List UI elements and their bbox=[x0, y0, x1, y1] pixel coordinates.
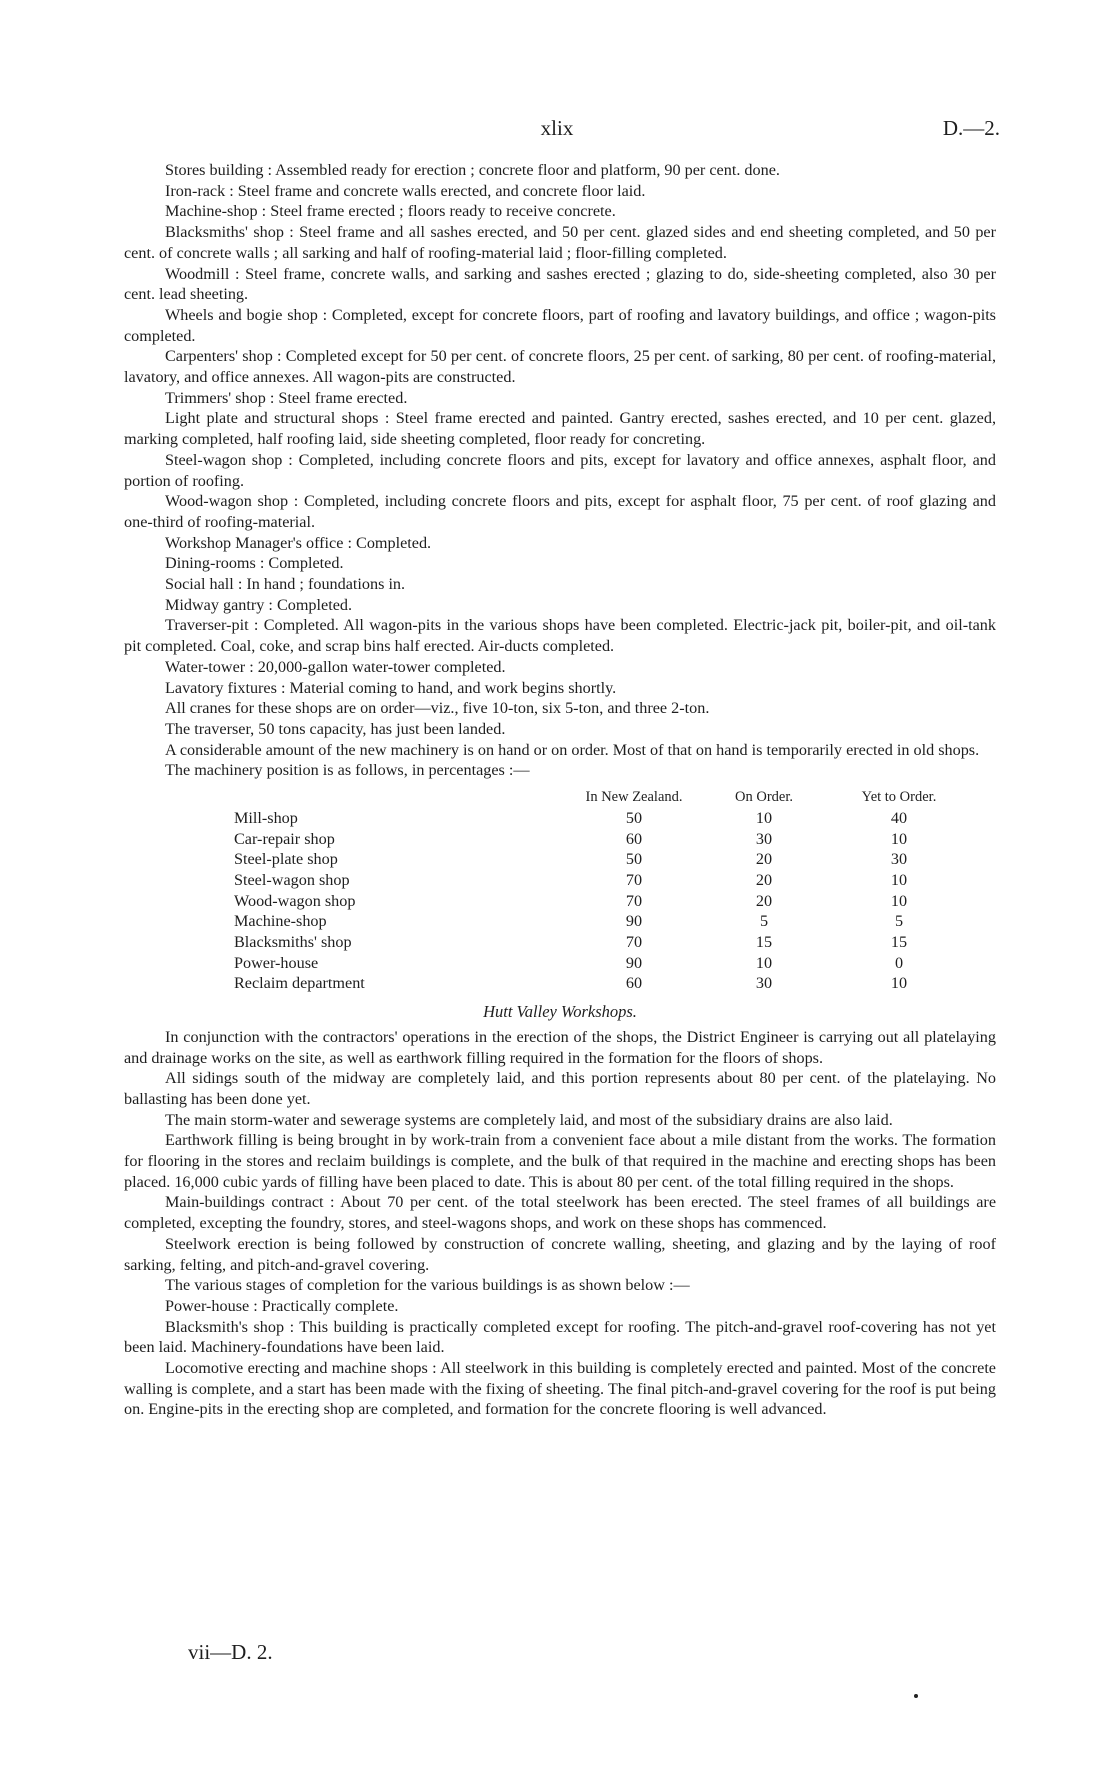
on-order-cell: 15 bbox=[755, 933, 773, 952]
paragraph: The machinery position is as follows, in percentages :— bbox=[165, 761, 530, 780]
paragraphs-top bbox=[124, 160, 996, 781]
shop-name-cell bbox=[234, 932, 564, 953]
yet-to-order-cell: 10 bbox=[890, 891, 908, 910]
shop-name-cell bbox=[234, 849, 564, 870]
shop-name: Blacksmiths' shop bbox=[234, 933, 352, 952]
yet-to-order-cell: 0 bbox=[894, 953, 904, 972]
shop-name: Mill-shop bbox=[234, 808, 298, 827]
paragraph: In conjunction with the contractors' operations in the erection of the shops, the District Engineer is carrying out all platelaying and drainage works on the site, as well as earthwork filling required in the formation for the floors of shops. bbox=[124, 1027, 996, 1067]
paragraph: Lavatory fixtures : Material coming to hand, and work begins shortly. bbox=[165, 678, 617, 697]
shop-name-cell bbox=[234, 953, 564, 974]
paragraph: Stores building : Assembled ready for erection ; concrete floor and platform, 90 per cent. done. bbox=[165, 161, 780, 179]
paragraph: Traverser-pit : Completed. All wagon-pits in the various shops have been completed. Electric-jack pit, boiler-pit, and oil-tank pit completed. Coal, coke, and scrap bins half erected. Air-ducts completed. bbox=[124, 616, 996, 656]
paragraph: Steelwork erection is being followed by construction of concrete walling, sheeting, and glazing and by the laying of roof sarking, felting, and pitch-and-gravel covering. bbox=[124, 1234, 996, 1274]
column-header-yet-to-order: Yet to Order. bbox=[861, 789, 937, 806]
in-new-zealand-cell: 70 bbox=[625, 870, 643, 889]
table-row bbox=[234, 849, 974, 870]
paragraph: Blacksmiths' shop : Steel frame and all sashes erected, and 50 per cent. glazed sides and end sheeting completed, and 50 per cent. of concrete walls ; all sarking and half of roofing-material laid ; floor-filling completed. bbox=[124, 223, 996, 262]
yet-to-order-cell: 40 bbox=[890, 808, 908, 827]
on-order-cell: 10 bbox=[755, 953, 773, 972]
yet-to-order-cell: 15 bbox=[890, 933, 908, 952]
column-header-in-new-zealand: In New Zealand. bbox=[585, 789, 683, 806]
page-footer-signature: vii—D. 2. bbox=[188, 1640, 273, 1664]
paragraph: The main storm-water and sewerage systems are completely laid, and most of the subsidiary drains are also laid. bbox=[165, 1110, 893, 1129]
paragraph: Light plate and structural shops : Steel frame erected and painted. Gantry erected, sashes erected, and 10 per cent. glazed, marking completed, half roofing laid, side sheeting completed, floor ready for concreting. bbox=[124, 409, 996, 449]
paragraph: Iron-rack : Steel frame and concrete walls erected, and concrete floor laid. bbox=[165, 181, 646, 200]
yet-to-order-cell: 5 bbox=[894, 912, 904, 931]
table-row bbox=[234, 829, 974, 850]
paragraph: Social hall : In hand ; foundations in. bbox=[165, 575, 406, 594]
table-header-blank bbox=[234, 787, 564, 808]
paragraph: Workshop Manager's office : Completed. bbox=[165, 533, 432, 552]
on-order-cell: 20 bbox=[755, 891, 773, 910]
in-new-zealand-cell: 70 bbox=[625, 933, 643, 952]
on-order-cell: 20 bbox=[755, 870, 773, 889]
paragraph: Main-buildings contract : About 70 per cent. of the total steelwork has been erected. The steel frames of all buildings are completed, excepting the foundry, stores, and steel-wagons shops, and work on these shops has commenced. bbox=[124, 1193, 996, 1233]
paragraph: All cranes for these shops are on order—viz., five 10-ton, six 5-ton, and three 2-ton. bbox=[165, 699, 710, 718]
paragraph: All sidings south of the midway are completely laid, and this portion represents about 80 per cent. of the platelaying. No ballasting has been done yet. bbox=[124, 1069, 996, 1108]
in-new-zealand-cell: 60 bbox=[625, 974, 643, 993]
yet-to-order-cell: 10 bbox=[890, 829, 908, 848]
document-reference: D.—2. bbox=[942, 116, 1000, 140]
column-header-on-order: On Order. bbox=[735, 789, 793, 806]
section-title: Hutt Valley Workshops. bbox=[483, 1002, 637, 1022]
table-row bbox=[234, 870, 974, 891]
shop-name: Wood-wagon shop bbox=[234, 891, 356, 910]
in-new-zealand-cell: 90 bbox=[625, 953, 643, 972]
paragraph: Water-tower : 20,000-gallon water-tower completed. bbox=[165, 657, 506, 676]
shop-name: Power-house bbox=[234, 953, 319, 972]
paragraph: Blacksmith's shop : This building is practically completed except for roofing. The pitch-and-gravel roof-covering has not yet been laid. Machinery-foundations have been laid. bbox=[124, 1317, 996, 1357]
paragraph: Wheels and bogie shop : Completed, except for concrete floors, part of roofing and lavatory buildings, and office ; wagon-pits completed. bbox=[124, 305, 996, 345]
paragraph: Midway gantry : Completed. bbox=[165, 595, 353, 614]
on-order-cell: 30 bbox=[755, 974, 773, 993]
shop-name-cell bbox=[234, 870, 564, 891]
shop-name: Machine-shop bbox=[234, 912, 327, 931]
paragraph: Carpenters' shop : Completed except for 50 per cent. of concrete floors, 25 per cent. of sarking, 80 per cent. of roofing-material, lavatory, and office annexes. All wagon-pits are constructed. bbox=[124, 347, 996, 387]
page-number: xlix bbox=[540, 116, 574, 140]
shop-name: Steel-wagon shop bbox=[234, 870, 350, 889]
paragraph: Trimmers' shop : Steel frame erected. bbox=[165, 388, 408, 407]
table-header-row bbox=[234, 787, 974, 808]
paragraph: A considerable amount of the new machinery is on hand or on order. Most of that on hand is temporarily erected in old shops. bbox=[165, 740, 980, 759]
shop-name-cell bbox=[234, 973, 564, 994]
in-new-zealand-cell: 70 bbox=[625, 891, 643, 910]
paragraph: Steel-wagon shop : Completed, including concrete floors and pits, except for lavatory and office annexes, asphalt floor, and portion of roofing. bbox=[124, 450, 996, 490]
shop-name-cell bbox=[234, 911, 564, 932]
in-new-zealand-cell: 50 bbox=[625, 850, 643, 869]
paragraph: Dining-rooms : Completed. bbox=[165, 554, 344, 573]
table-row bbox=[234, 891, 974, 912]
on-order-cell: 20 bbox=[755, 850, 773, 869]
paragraph: Locomotive erecting and machine shops : All steelwork in this building is completely erected and painted. Most of the concrete walling is complete, and a start has been made with the fixing of sheeting. The final pitch-and-gravel covering for the roof is put being on. Engine-pits in the erecting shop are completed, and formation for the concrete flooring is well advanced. bbox=[124, 1359, 996, 1419]
shop-name-cell bbox=[234, 891, 564, 912]
paragraph: Earthwork filling is being brought in by work-train from a convenient face about a mile distant from the works. The formation for flooring in the stores and reclaim buildings is complete, and the bulk of that required in the machine and erecting shops has been placed. 16,000 cubic yards of filling have been placed to date. This is about 80 per cent. of the total filling required in the shops. bbox=[124, 1131, 996, 1191]
paragraph: Wood-wagon shop : Completed, including concrete floors and pits, except for asphalt floor, 75 per cent. of roof glazing and one-third of roofing-material. bbox=[124, 492, 996, 531]
on-order-cell: 30 bbox=[755, 829, 773, 848]
yet-to-order-cell: 10 bbox=[890, 870, 908, 889]
paragraph: The traverser, 50 tons capacity, has just been landed. bbox=[165, 719, 506, 738]
shop-name-cell bbox=[234, 808, 564, 829]
body-text bbox=[124, 160, 996, 1420]
shop-name-cell bbox=[234, 829, 564, 850]
table-row bbox=[234, 808, 974, 829]
table-row bbox=[234, 911, 974, 932]
shop-name: Steel-plate shop bbox=[234, 850, 338, 869]
yet-to-order-cell: 30 bbox=[890, 850, 908, 869]
table-row bbox=[234, 953, 974, 974]
print-speck bbox=[914, 1694, 918, 1698]
on-order-cell: 5 bbox=[759, 912, 769, 931]
on-order-cell: 10 bbox=[755, 808, 773, 827]
shop-name: Reclaim department bbox=[234, 974, 365, 993]
machinery-table bbox=[234, 787, 974, 994]
paragraphs-bottom bbox=[124, 1027, 996, 1420]
table-row bbox=[234, 973, 974, 994]
shop-name: Car-repair shop bbox=[234, 829, 335, 848]
paragraph: Woodmill : Steel frame, concrete walls, and sarking and sashes erected ; glazing to do, side-sheeting completed, also 30 per cent. lead sheeting. bbox=[124, 264, 996, 304]
paragraph: Power-house : Practically complete. bbox=[165, 1296, 399, 1315]
table-row bbox=[234, 932, 974, 953]
paragraph: Machine-shop : Steel frame erected ; floors ready to receive concrete. bbox=[165, 202, 616, 221]
page-header bbox=[0, 116, 1114, 146]
table-body bbox=[234, 808, 974, 994]
in-new-zealand-cell: 60 bbox=[625, 829, 643, 848]
yet-to-order-cell: 10 bbox=[890, 974, 908, 993]
in-new-zealand-cell: 90 bbox=[625, 912, 643, 931]
paragraph: The various stages of completion for the various buildings is as shown below :— bbox=[165, 1276, 690, 1295]
in-new-zealand-cell: 50 bbox=[625, 808, 643, 827]
